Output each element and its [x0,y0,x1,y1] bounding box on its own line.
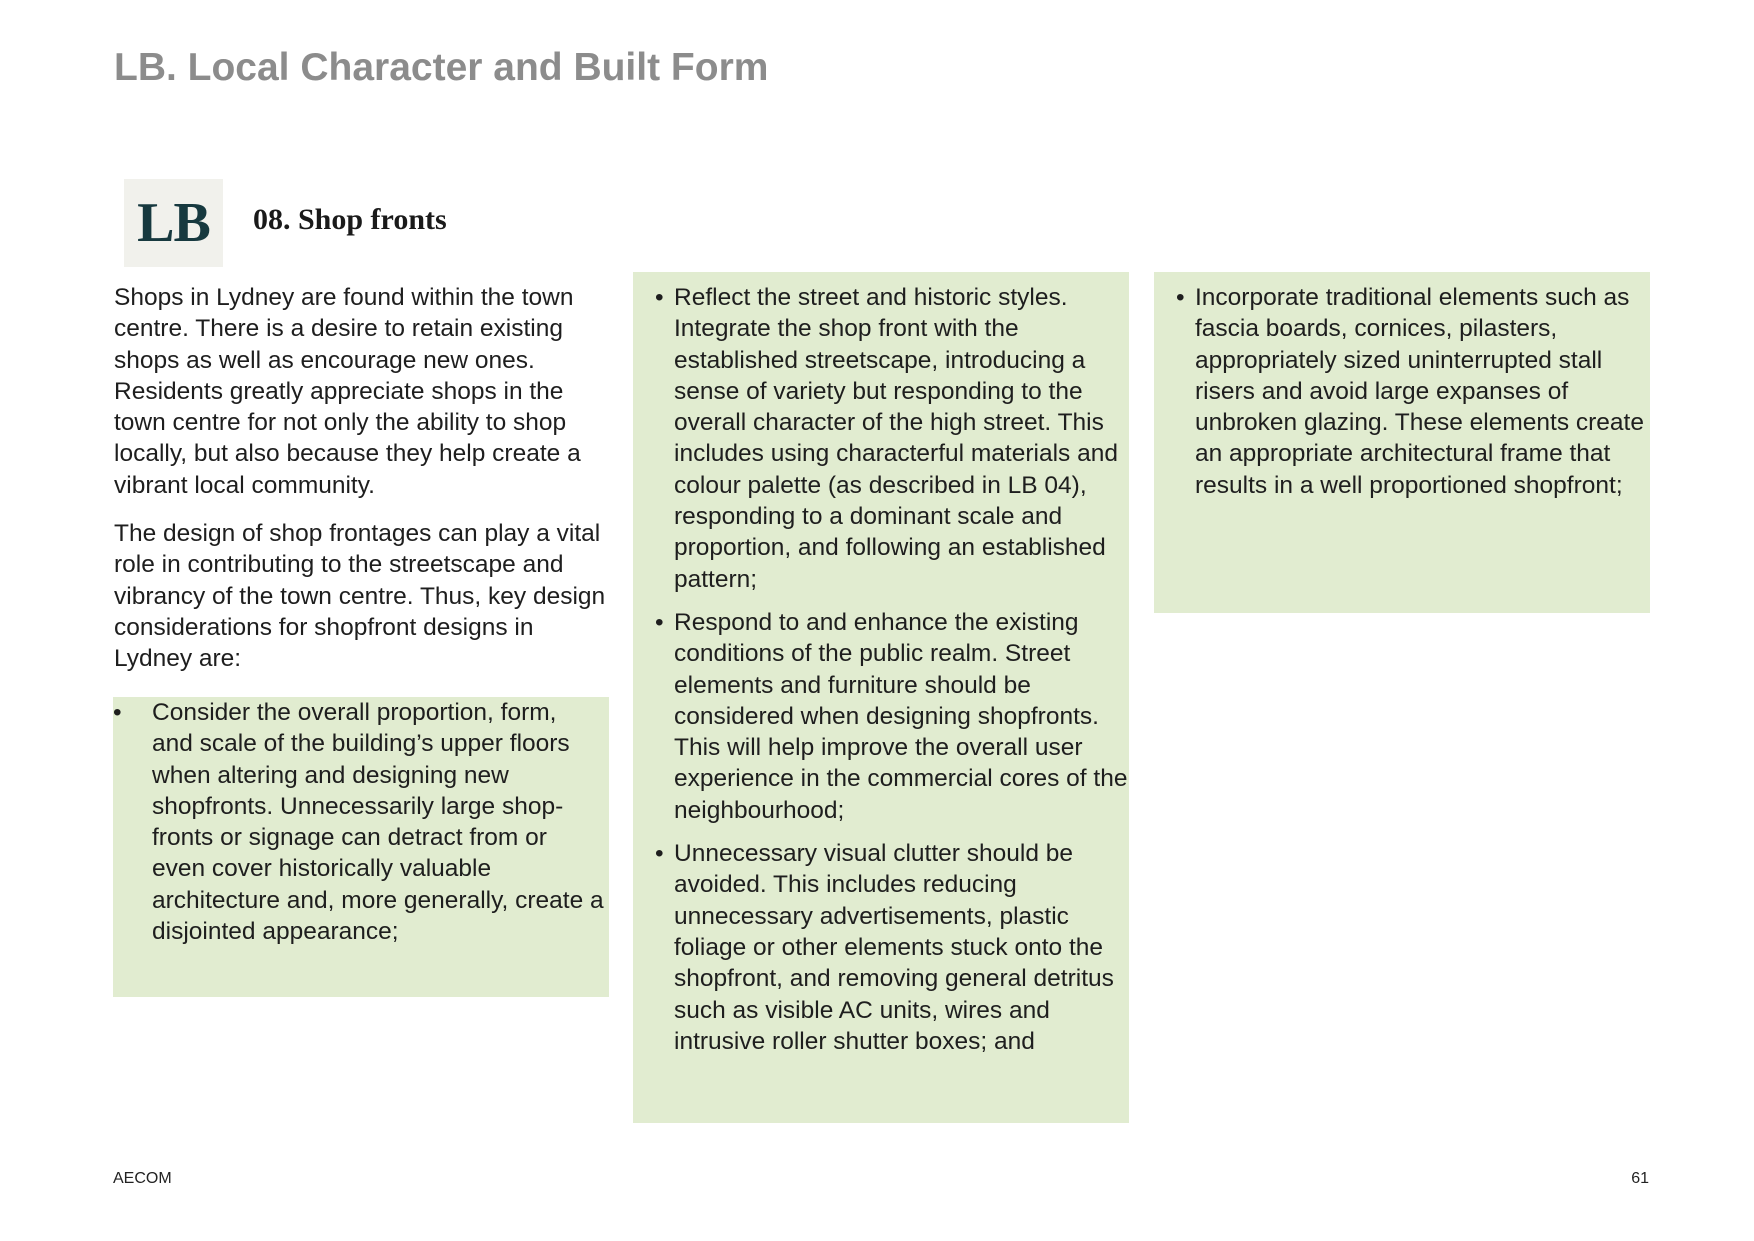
bullet-item [113,697,604,947]
footer-brand: AECOM [113,1170,172,1187]
bullet-item [655,282,1129,595]
intro-paragraph: The design of shop frontages can play a vital role in contributing to the streetscape and vibrancy of the town centre. Thus, key design considerations for shopfront designs in Lydney are: [114,520,606,673]
bullet-text: Consider the overall proportion, form, and scale of the building’s upper floors when altering and designing new shopfronts. Unnecessarily large shop-fronts or signage can detract from or even cover historically valuable architecture and, more generally, create a disjointed appearance; [152,699,604,946]
bullet-text: Unnecessary visual clutter should be avoided. This includes reducing unnecessary advertisements, plastic foliage or other elements stuck onto the shopfront, and removing general detritus such as visible AC units, wires and intrusive roller shutter boxes; and [674,840,1114,1055]
page-title: LB. Local Character and Built Form [114,46,769,89]
bullet-list [655,282,1129,1069]
bullet-icon: • [655,840,664,868]
section-badge [124,179,223,267]
bullet-list [113,697,604,959]
bullet-item [1176,282,1647,501]
bullet-text: Incorporate traditional elements such as fascia boards, cornices, pilasters, appropriately sized uninterrupted stall risers and avoid large expanses of unbroken glazing. These elements create an appropriate architectural frame that results in a well proportioned shopfront; [1195,284,1644,499]
section-heading: 08. Shop fronts [253,203,447,236]
bullet-icon: • [1176,284,1185,311]
page-number: 61 [1631,1170,1649,1187]
consideration-box-3 [1154,272,1650,613]
bullet-item [655,607,1129,826]
consideration-box-1 [113,697,609,997]
bullet-text: Respond to and enhance the existing conditions of the public realm. Street elements and furniture should be considered when designing shopfronts. This will help improve the overall user experience in the commercial cores of the neighbourhood; [674,608,1128,824]
bullet-item [655,838,1129,1057]
bullet-icon: • [113,699,122,726]
intro-paragraph: Shops in Lydney are found within the town centre. There is a desire to retain existing shops as well as encourage new ones. Residents greatly appreciate shops in the town centre for not only the ability to shop locally, but also because they help create a vibrant local community. [114,284,581,499]
bullet-list [1176,282,1647,513]
intro-text [114,282,610,692]
section-badge-label: LB [137,192,210,254]
consideration-box-2 [633,272,1129,1123]
bullet-text: Reflect the street and historic styles. Integrate the shop front with the established streetscape, introducing a sense of variety but responding to the overall character of the high street. This includes using characterful materials and colour palette (as described in LB 04), responding to a dominant scale and proportion, and following an established pattern; [674,284,1118,593]
bullet-icon: • [655,608,664,636]
bullet-icon: • [655,284,664,311]
